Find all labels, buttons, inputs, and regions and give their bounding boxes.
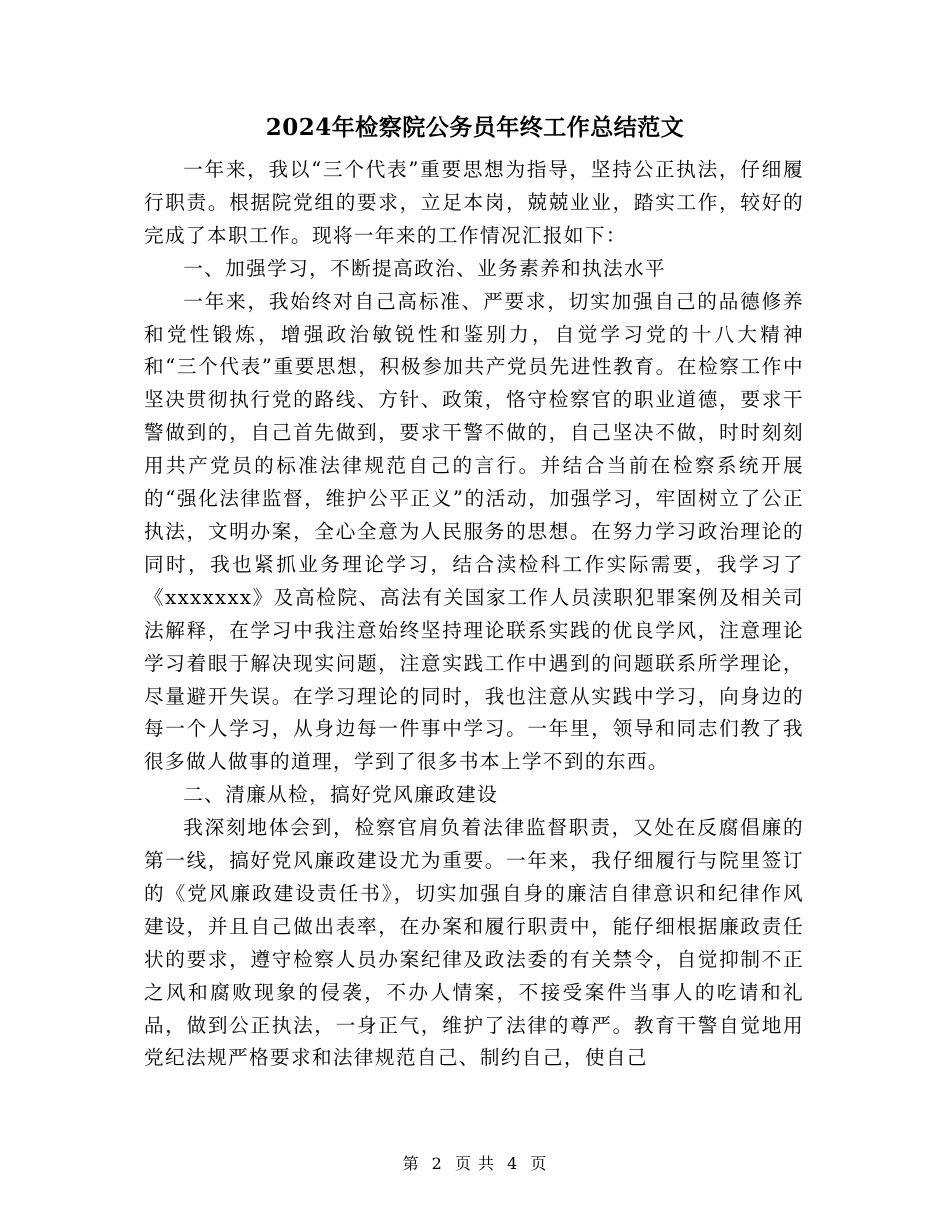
section-heading-1: 一、加强学习，不断提高政治、业务素养和执法水平 <box>183 256 667 280</box>
section-1-paragraph: 一年来，我始终对自己高标准、严要求，切实加强自己的品德修养和党性锻炼，增强政治敏锐性和鉴别力，自觉学习党的十八大精神和“三个代表”重要思想，积极参加共产党员先进性教育。在检察工作中坚决贯彻执行党的路线、方针、政策，恪守检察官的职业道德，要求干警做到的，自己首先做到，要求干警不做的，自己坚决不做，时时刻刻用共产党员的标准法律规范自己的言行。并结合当前在检察系统开展的“强化法律监督，维护公平正义”的活动，加强学习，牢固树立了公正执法，文明办案，全心全意为人民服务的思想。在努力学习政治理论的同时，我也紧抓业务理论学习，结合渎检科工作实际需要，我学习了《xxxxxxx》及高检院、高法有关国家工作人员渎职犯罪案例及相关司法解释，在学习中我注意始终坚持理论联系实践的优良学风，注意理论学习着眼于解决现实问题，注意实践工作中遇到的问题联系所学理论，尽量避开失误。在学习理论的同时，我也注意从实践中学习，向身边的每一个人学习，从身边每一件事中学习。一年里，领导和同志们教了我很多做人做事的道理，学到了很多书本上学不到的东西。 <box>144 289 804 774</box>
page-footer <box>0 1153 950 1175</box>
footer-prefix: 第 <box>402 1154 420 1173</box>
section-2-paragraph: 我深刻地体会到，检察官肩负着法律监督职责，又处在反腐倡廉的第一线，搞好党风廉政建设尤为重要。一年来，我仔细履行与院里签订的《党风廉政建设责任书》，切实加强自身的廉洁自律意识和纪律作风建设，并且自己做出表率，在办案和履行职责中，能仔细根据廉政责任状的要求，遵守检察人员办案纪律及政法委的有关禁令，自觉抑制不正之风和腐败现象的侵袭，不办人情案，不接受案件当事人的吃请和礼品，做到公正执法，一身正气，维护了法律的尊严。教育干警自觉地用党纪法规严格要求和法律规范自己、制约自己，使自己 <box>144 816 804 1070</box>
footer-middle: 页 共 <box>454 1154 496 1173</box>
document-title: 2024年检察院公务员年终工作总结范文 <box>265 114 685 141</box>
document-body <box>144 154 804 1075</box>
section-heading-2: 二、清廉从检，搞好党风廉政建设 <box>183 783 499 807</box>
total-page-count: 4 <box>507 1154 519 1173</box>
footer-suffix: 页 <box>530 1154 548 1173</box>
current-page-number: 2 <box>431 1154 443 1173</box>
intro-paragraph: 一年来，我以“三个代表”重要思想为指导，坚持公正执法，仔细履行职责。根据院党组的要求，立足本岗，兢兢业业，踏实工作，较好的完成了本职工作。现将一年来的工作情况汇报如下： <box>144 158 804 247</box>
